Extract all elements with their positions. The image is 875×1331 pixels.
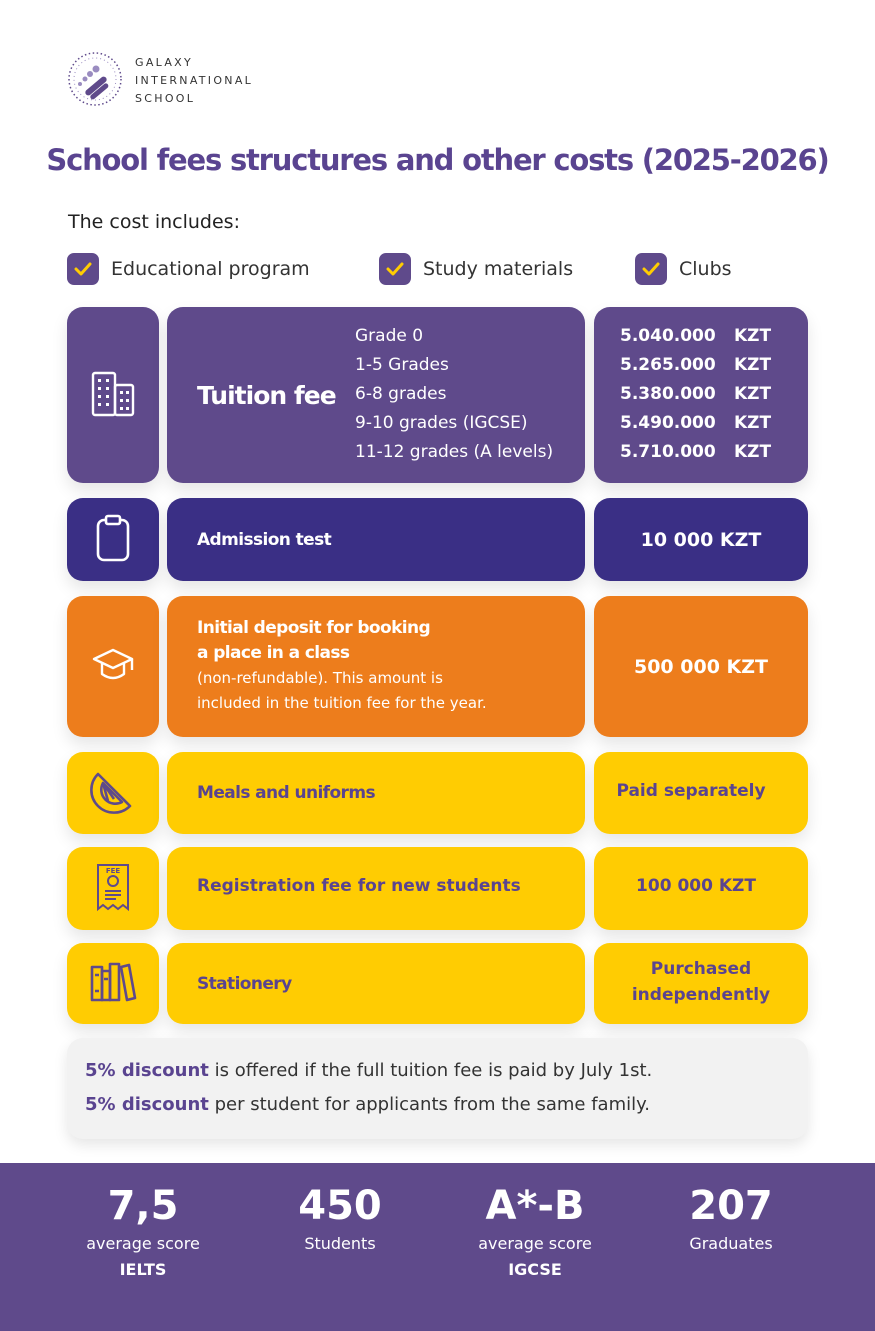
- school-name: GALAXY INTERNATIONAL SCHOOL: [135, 56, 254, 105]
- tuition-price-list: [620, 322, 771, 467]
- admission-icon-cell: [67, 498, 159, 581]
- includes-heading: The cost includes:: [68, 211, 240, 233]
- stat-label: Graduates: [689, 1234, 773, 1253]
- stat-igcse: [435, 1180, 635, 1284]
- stat-sub: IELTS: [119, 1260, 167, 1279]
- graduation-cap-icon: [91, 646, 135, 688]
- admission-label: Admission test: [197, 529, 332, 550]
- building-icon: [90, 369, 136, 421]
- discount-line: [85, 1060, 652, 1081]
- admission-label-cell: [167, 498, 585, 581]
- discount-line: [85, 1094, 650, 1115]
- svg-text:FEE: FEE: [105, 866, 121, 875]
- meals-price-cell: [594, 752, 808, 834]
- admission-price: 10 000 KZT: [640, 528, 762, 551]
- discount-highlight: 5% discount: [85, 1094, 209, 1115]
- included-item-label: Educational program: [111, 258, 310, 280]
- deposit-note: included in the tuition fee for the year.: [197, 694, 487, 712]
- grade-name: Grade 0: [355, 326, 424, 346]
- registration-price-cell: [594, 847, 808, 930]
- stat-value: 207: [689, 1183, 773, 1229]
- fee-receipt-icon: [94, 862, 132, 916]
- meals-icon-cell: [67, 752, 159, 834]
- stat-label: average score: [478, 1234, 592, 1253]
- price-row: [620, 351, 771, 380]
- deposit-icon-cell: [67, 596, 159, 737]
- stat-value: 450: [298, 1183, 382, 1229]
- stat-sub: IGCSE: [508, 1260, 562, 1279]
- discount-highlight: 5% discount: [85, 1060, 209, 1081]
- meals-label-cell: [167, 752, 585, 834]
- price-currency: KZT: [734, 442, 772, 462]
- price-amount: 5.265.000: [620, 355, 716, 375]
- registration-price: 100 000 KZT: [636, 875, 756, 896]
- page-title: School fees structures and other costs (2025-2026): [46, 143, 829, 177]
- deposit-title: a place in a class: [197, 643, 350, 663]
- price-amount: 5.710.000: [620, 442, 716, 462]
- meals-label: Meals and uniforms: [197, 783, 375, 803]
- deposit-note: (non-refundable). This amount is: [197, 669, 443, 687]
- included-item: [379, 252, 573, 286]
- included-item-label: Clubs: [679, 258, 732, 280]
- discount-text: per student for applicants from the same family.: [208, 1094, 650, 1115]
- stat-label: Students: [304, 1234, 376, 1253]
- price-row: [620, 380, 771, 409]
- stationery-price: [632, 956, 770, 1008]
- grade-name: 1-5 Grades: [355, 355, 449, 375]
- price-amount: 5.490.000: [620, 413, 716, 433]
- stationery-price-line: Purchased: [650, 958, 752, 979]
- stationery-label-cell: [167, 943, 585, 1024]
- grade-name: 11-12 grades (A levels): [355, 442, 554, 462]
- price-currency: KZT: [734, 384, 772, 404]
- price-row: [620, 409, 771, 438]
- stat-ielts: [43, 1180, 243, 1284]
- checkbox-checked-icon: [379, 253, 411, 285]
- admission-price-cell: [594, 498, 808, 581]
- price-row: [620, 322, 771, 351]
- tuition-label: Tuition fee: [197, 381, 336, 410]
- grade-name: 9-10 grades (IGCSE): [355, 413, 528, 433]
- registration-icon-cell: [67, 847, 159, 930]
- checkbox-checked-icon: [67, 253, 99, 285]
- price-currency: KZT: [734, 326, 772, 346]
- registration-label-cell: [167, 847, 585, 930]
- stat-label: average score: [86, 1234, 200, 1253]
- stationery-price-line: independently: [631, 984, 771, 1005]
- deposit-description: [197, 616, 487, 716]
- tuition-icon-cell: [67, 307, 159, 483]
- included-item: [635, 252, 732, 286]
- registration-label: Registration fee for new students: [197, 875, 521, 896]
- included-item: [67, 252, 310, 286]
- checkbox-checked-icon: [635, 253, 667, 285]
- stat-value: A*-B: [485, 1183, 585, 1229]
- discount-box: [67, 1038, 808, 1139]
- stationery-label: Stationery: [197, 973, 292, 994]
- price-row: [620, 438, 771, 467]
- stat-value: 7,5: [107, 1183, 179, 1229]
- stat-students: [240, 1180, 440, 1256]
- school-logo-icon: [66, 50, 124, 108]
- stat-graduates: [631, 1180, 831, 1256]
- clipboard-icon: [95, 514, 131, 566]
- books-icon: [89, 961, 137, 1007]
- price-amount: 5.380.000: [620, 384, 716, 404]
- deposit-price-cell: [594, 596, 808, 737]
- grade-name: 6-8 grades: [355, 384, 447, 404]
- meals-price: Paid separately: [616, 781, 766, 801]
- price-currency: KZT: [734, 413, 772, 433]
- deposit-title: Initial deposit for booking: [197, 618, 431, 638]
- lemon-slice-icon: [90, 768, 136, 818]
- stationery-price-cell: [594, 943, 808, 1024]
- price-currency: KZT: [734, 355, 772, 375]
- grade-list: [355, 322, 553, 467]
- stationery-icon-cell: [67, 943, 159, 1024]
- price-amount: 5.040.000: [620, 326, 716, 346]
- included-item-label: Study materials: [423, 258, 574, 280]
- deposit-price: 500 000 KZT: [633, 655, 768, 678]
- discount-text: is offered if the full tuition fee is paid by July 1st.: [208, 1060, 653, 1081]
